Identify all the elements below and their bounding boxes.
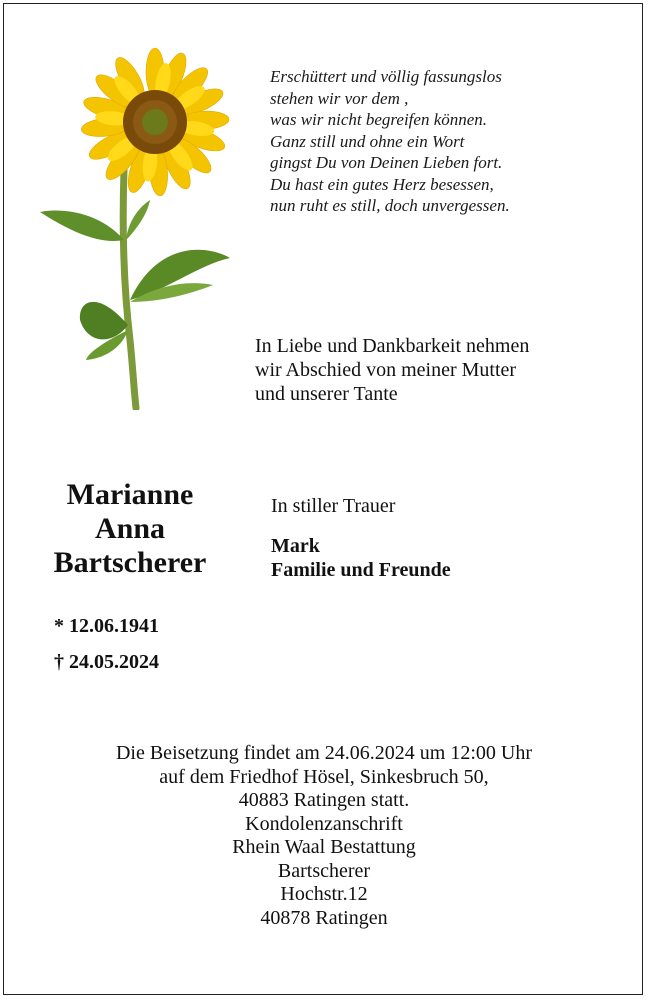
last-name: Bartscherer xyxy=(53,546,207,579)
footer-line: 40883 Ratingen statt. xyxy=(238,789,410,811)
funeral-details xyxy=(0,742,648,930)
sunflower-icon xyxy=(38,40,238,410)
poem-line: nun ruht es still, doch unvergessen. xyxy=(270,196,510,215)
footer-line: Die Beisetzung findet am 24.06.2024 um 12:00 Uhr xyxy=(115,742,533,764)
intro-line: In Liebe und Dankbarkeit nehmen xyxy=(255,335,530,357)
birth-date: * 12.06.1941 xyxy=(54,615,159,637)
signer: Mark xyxy=(271,535,320,557)
middle-name: Anna xyxy=(94,512,166,545)
death-date: † 24.05.2024 xyxy=(54,651,159,673)
mourning-heading: In stiller Trauer xyxy=(271,495,396,517)
footer-line: Kondolenzanschrift xyxy=(245,812,403,835)
poem-line: Du hast ein gutes Herz besessen, xyxy=(270,174,494,194)
life-dates xyxy=(54,608,159,680)
deceased-name xyxy=(30,478,230,580)
poem-line: Erschüttert und völlig fassungslos xyxy=(270,67,502,86)
signer: Familie und Freunde xyxy=(271,559,451,581)
mourning-block xyxy=(271,494,611,582)
footer-line: Rhein Waal Bestattung xyxy=(232,836,416,858)
footer-line: 40878 Ratingen xyxy=(260,906,388,929)
poem-line: gingst Du von Deinen Lieben fort. xyxy=(270,153,503,172)
signers xyxy=(271,534,611,582)
intro-line: und unserer Tante xyxy=(255,383,398,405)
farewell-intro xyxy=(255,334,615,406)
first-name: Marianne xyxy=(66,478,194,511)
intro-line: wir Abschied von meiner Mutter xyxy=(255,359,517,381)
poem-line: Ganz still und ohne ein Wort xyxy=(270,131,465,151)
poem xyxy=(270,66,600,217)
footer-line: auf dem Friedhof Hösel, Sinkesbruch 50, xyxy=(159,765,489,788)
poem-line: was wir nicht begreifen können. xyxy=(270,110,488,129)
footer-line: Hochstr.12 xyxy=(280,883,368,905)
poem-line: stehen wir vor dem , xyxy=(270,88,409,108)
footer-line: Bartscherer xyxy=(277,859,371,882)
